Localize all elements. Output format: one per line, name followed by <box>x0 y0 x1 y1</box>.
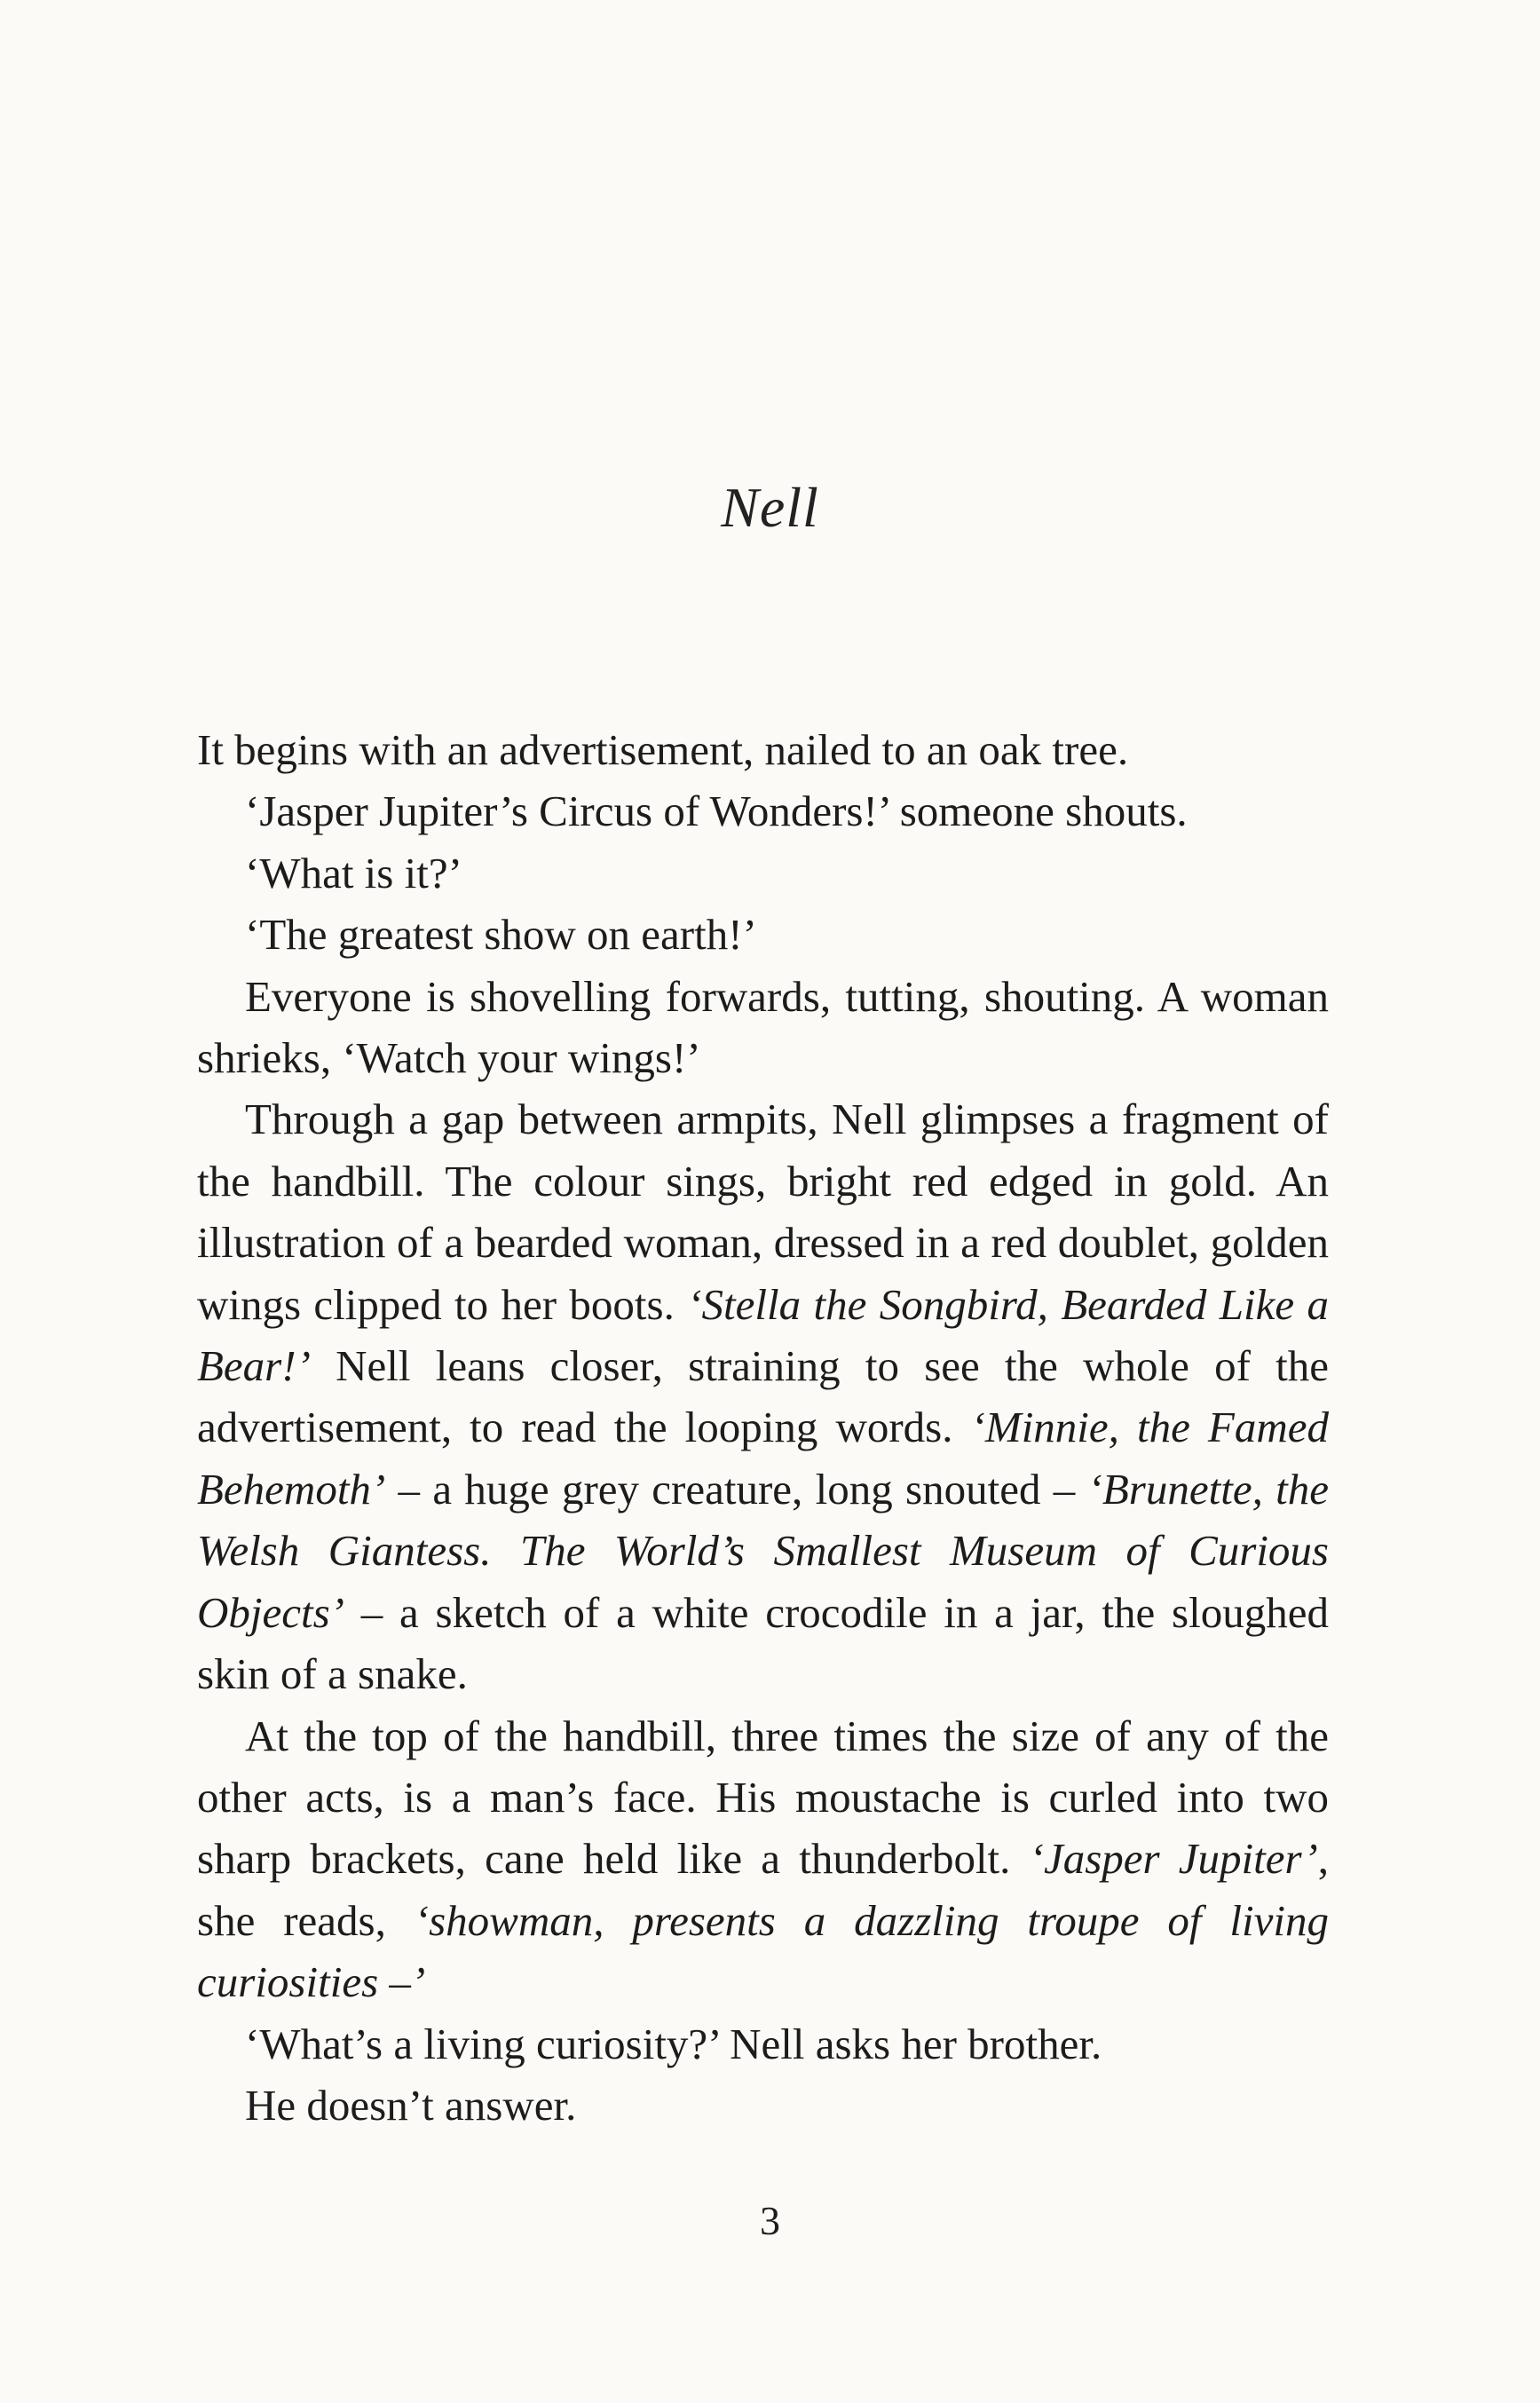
text-run: Everyone is shovelling forwards, tutting, shouting. A woman shrieks, ‘Watch your wings!’ <box>197 971 1329 1083</box>
text-run: ‘What’s a living curiosity?’ Nell asks her brother. <box>245 2019 1102 2068</box>
body-text <box>197 719 1329 2136</box>
paragraph <box>197 842 1329 904</box>
text-run: ‘The greatest show on earth!’ <box>245 910 757 960</box>
text-run: It begins with an advertisement, nailed to an oak tree. <box>197 725 1129 774</box>
paragraph <box>197 719 1329 780</box>
text-run: He doesn’t answer. <box>245 2080 577 2130</box>
paragraph <box>197 2013 1329 2075</box>
paragraph <box>197 904 1329 965</box>
text-run: At the top of the handbill, three times the size of any of the other acts, is a man’s face. His moustache is curled into two sharp brackets, cane held like a thunderbolt. <box>197 1711 1329 1884</box>
paragraph <box>197 966 1329 1089</box>
italic-text: ‘showman, presents a dazzling troupe of living curiosities –’ <box>197 1895 1330 2007</box>
italic-text: ‘Minnie, the Famed Behemoth’ <box>197 1403 1329 1514</box>
text-run: – a sketch of a white crocodile in a jar, the sloughed skin of a snake. <box>197 1587 1329 1699</box>
text-run: ‘Jasper Jupiter’s Circus of Wonders!’ someone shouts. <box>245 787 1188 836</box>
text-run: Nell leans closer, straining to see the whole of the advertisement, to read the looping words. <box>197 1341 1329 1452</box>
text-run: ‘What is it?’ <box>245 848 462 897</box>
text-run: , she reads, <box>197 1834 1329 1945</box>
italic-text: ‘Jasper Jupiter’ <box>1029 1834 1318 1884</box>
page-number: 3 <box>760 2198 780 2243</box>
text-run: Through a gap between armpits, Nell glimpses a fragment of the handbill. The colour sings, bright red edged in gold. An illustration of a bearded woman, dressed in a red doublet, golden wings clipped to her boots. <box>197 1095 1329 1329</box>
text-run: – a huge grey creature, long snouted – <box>385 1464 1088 1514</box>
paragraph <box>197 1088 1329 1704</box>
chapter-title: Nell <box>721 476 819 539</box>
italic-text: ‘Stella the Songbird, Bearded Like a Bear!’ <box>197 1279 1329 1391</box>
italic-text: ‘Brunette, the Welsh Giantess. The World’s Smallest Museum of Curious Objects’ <box>197 1464 1329 1637</box>
paragraph <box>197 1705 1329 2013</box>
paragraph <box>197 780 1329 842</box>
paragraph <box>197 2075 1329 2136</box>
